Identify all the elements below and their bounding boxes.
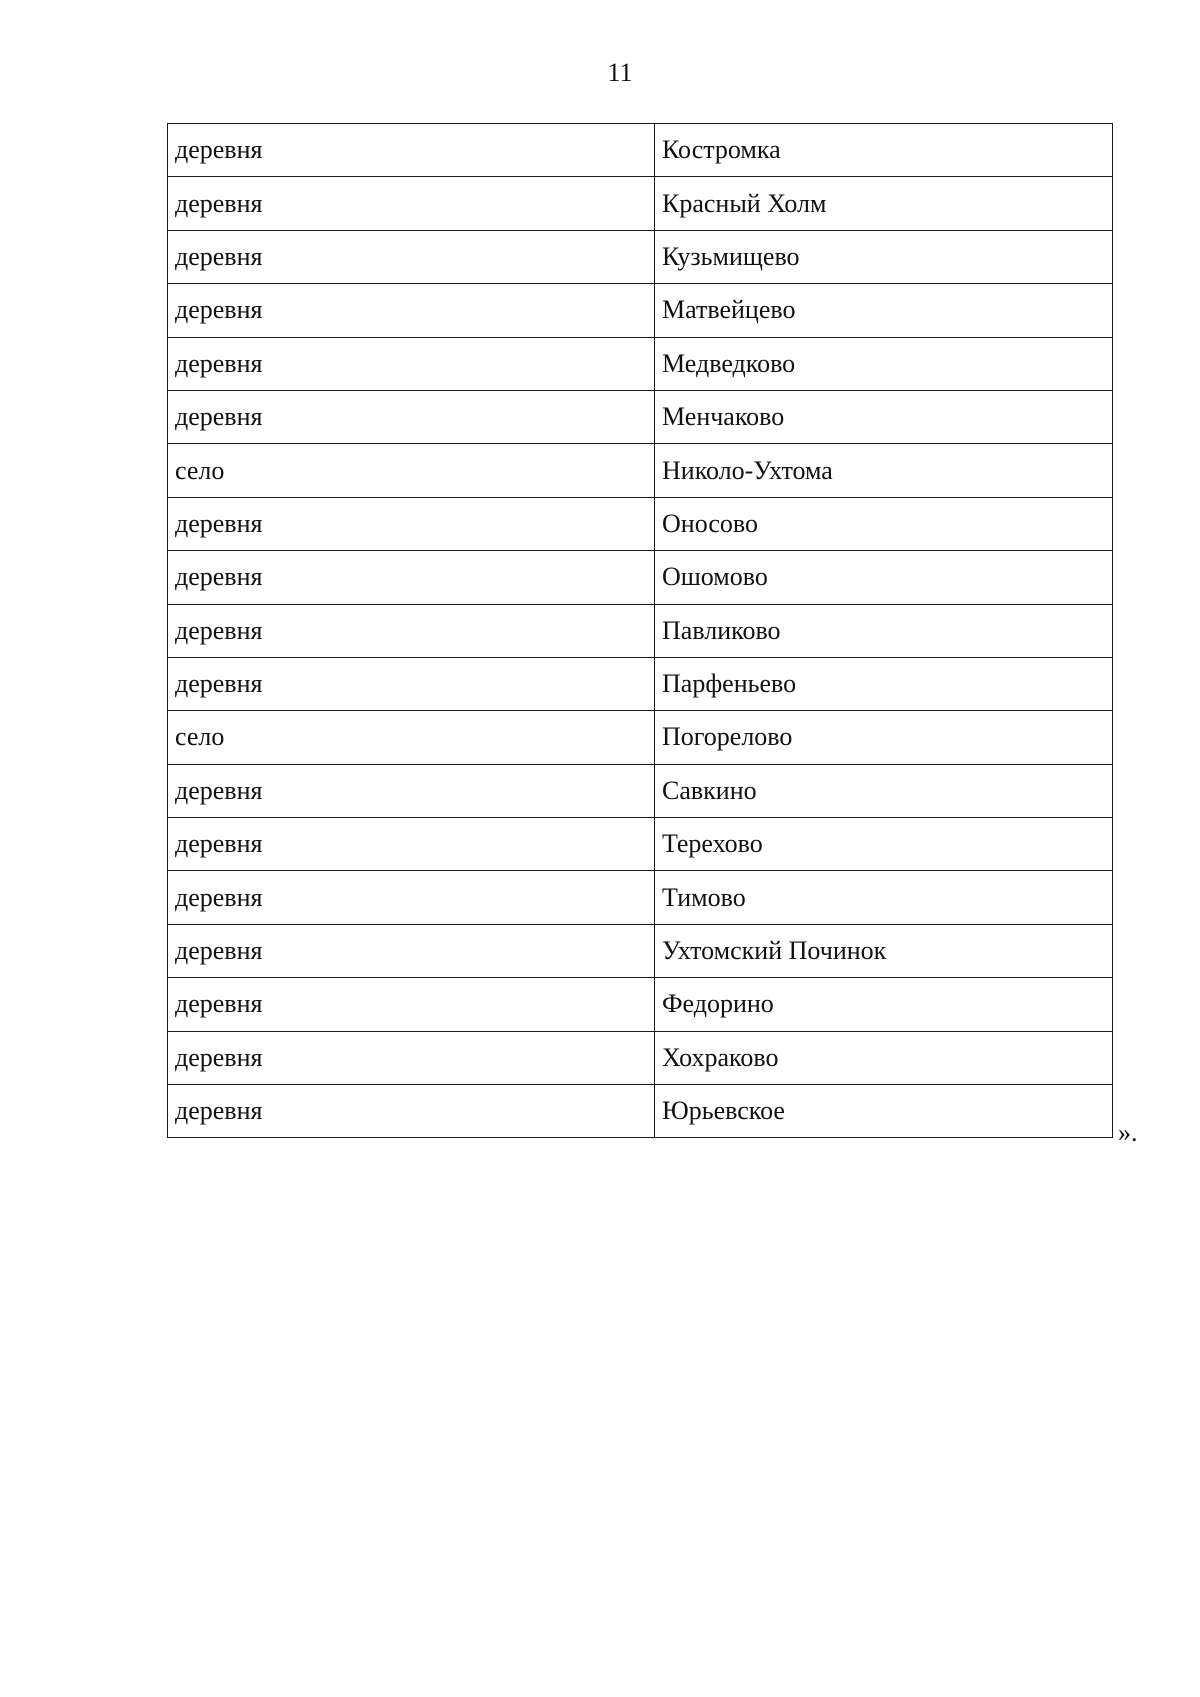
table-row bbox=[168, 337, 1113, 390]
settlement-name-cell: Савкино bbox=[655, 764, 1113, 817]
settlement-name-cell: Хохраково bbox=[655, 1031, 1113, 1084]
table-row bbox=[168, 657, 1113, 710]
settlement-name-cell: Тимово bbox=[655, 871, 1113, 924]
settlement-name-cell: Ошомово bbox=[655, 551, 1113, 604]
settlement-name-cell: Николо-Ухтома bbox=[655, 444, 1113, 497]
settlement-type-cell: деревня bbox=[168, 871, 655, 924]
table-row bbox=[168, 978, 1113, 1031]
settlement-type-cell: деревня bbox=[168, 1031, 655, 1084]
settlement-type-cell: деревня bbox=[168, 657, 655, 710]
settlement-name-cell: Терехово bbox=[655, 818, 1113, 871]
settlement-name-cell: Ухтомский Починок bbox=[655, 924, 1113, 977]
table-row bbox=[168, 924, 1113, 977]
table-row bbox=[168, 444, 1113, 497]
table-row bbox=[168, 177, 1113, 230]
settlement-name-cell: Матвейцево bbox=[655, 284, 1113, 337]
settlement-name-cell: Менчаково bbox=[655, 390, 1113, 443]
settlements-table bbox=[167, 123, 1113, 1138]
settlement-type-cell: деревня bbox=[168, 124, 655, 177]
settlement-type-cell: деревня bbox=[168, 551, 655, 604]
table-row bbox=[168, 230, 1113, 283]
settlement-name-cell: Парфеньево bbox=[655, 657, 1113, 710]
table-row bbox=[168, 818, 1113, 871]
settlement-type-cell: деревня bbox=[168, 978, 655, 1031]
settlement-name-cell: Юрьевское bbox=[655, 1085, 1113, 1138]
settlement-type-cell: деревня bbox=[168, 337, 655, 390]
settlement-name-cell: Костромка bbox=[655, 124, 1113, 177]
settlement-name-cell: Павликово bbox=[655, 604, 1113, 657]
settlements-table-body bbox=[168, 124, 1113, 1138]
table-row bbox=[168, 124, 1113, 177]
page-number: 11 bbox=[607, 58, 633, 87]
settlement-type-cell: деревня bbox=[168, 230, 655, 283]
settlement-type-cell: деревня bbox=[168, 284, 655, 337]
settlement-type-cell: деревня bbox=[168, 604, 655, 657]
table-row bbox=[168, 711, 1113, 764]
settlement-type-cell: деревня bbox=[168, 818, 655, 871]
table-row bbox=[168, 497, 1113, 550]
closing-quote-mark: ». bbox=[1118, 1118, 1138, 1147]
table-row bbox=[168, 390, 1113, 443]
settlement-type-cell: деревня bbox=[168, 1085, 655, 1138]
settlement-type-cell: деревня bbox=[168, 390, 655, 443]
table-row bbox=[168, 1085, 1113, 1138]
settlement-type-cell: деревня bbox=[168, 924, 655, 977]
settlement-type-cell: село bbox=[168, 711, 655, 764]
settlement-name-cell: Медведково bbox=[655, 337, 1113, 390]
table-row bbox=[168, 551, 1113, 604]
settlement-type-cell: деревня bbox=[168, 764, 655, 817]
table-row bbox=[168, 871, 1113, 924]
settlement-name-cell: Кузьмищево bbox=[655, 230, 1113, 283]
settlement-type-cell: село bbox=[168, 444, 655, 497]
settlement-type-cell: деревня bbox=[168, 497, 655, 550]
table-row bbox=[168, 284, 1113, 337]
settlement-name-cell: Красный Холм bbox=[655, 177, 1113, 230]
settlement-name-cell: Федорино bbox=[655, 978, 1113, 1031]
table-row bbox=[168, 764, 1113, 817]
settlement-name-cell: Погорелово bbox=[655, 711, 1113, 764]
table-row bbox=[168, 604, 1113, 657]
settlement-type-cell: деревня bbox=[168, 177, 655, 230]
settlement-name-cell: Оносово bbox=[655, 497, 1113, 550]
table-row bbox=[168, 1031, 1113, 1084]
